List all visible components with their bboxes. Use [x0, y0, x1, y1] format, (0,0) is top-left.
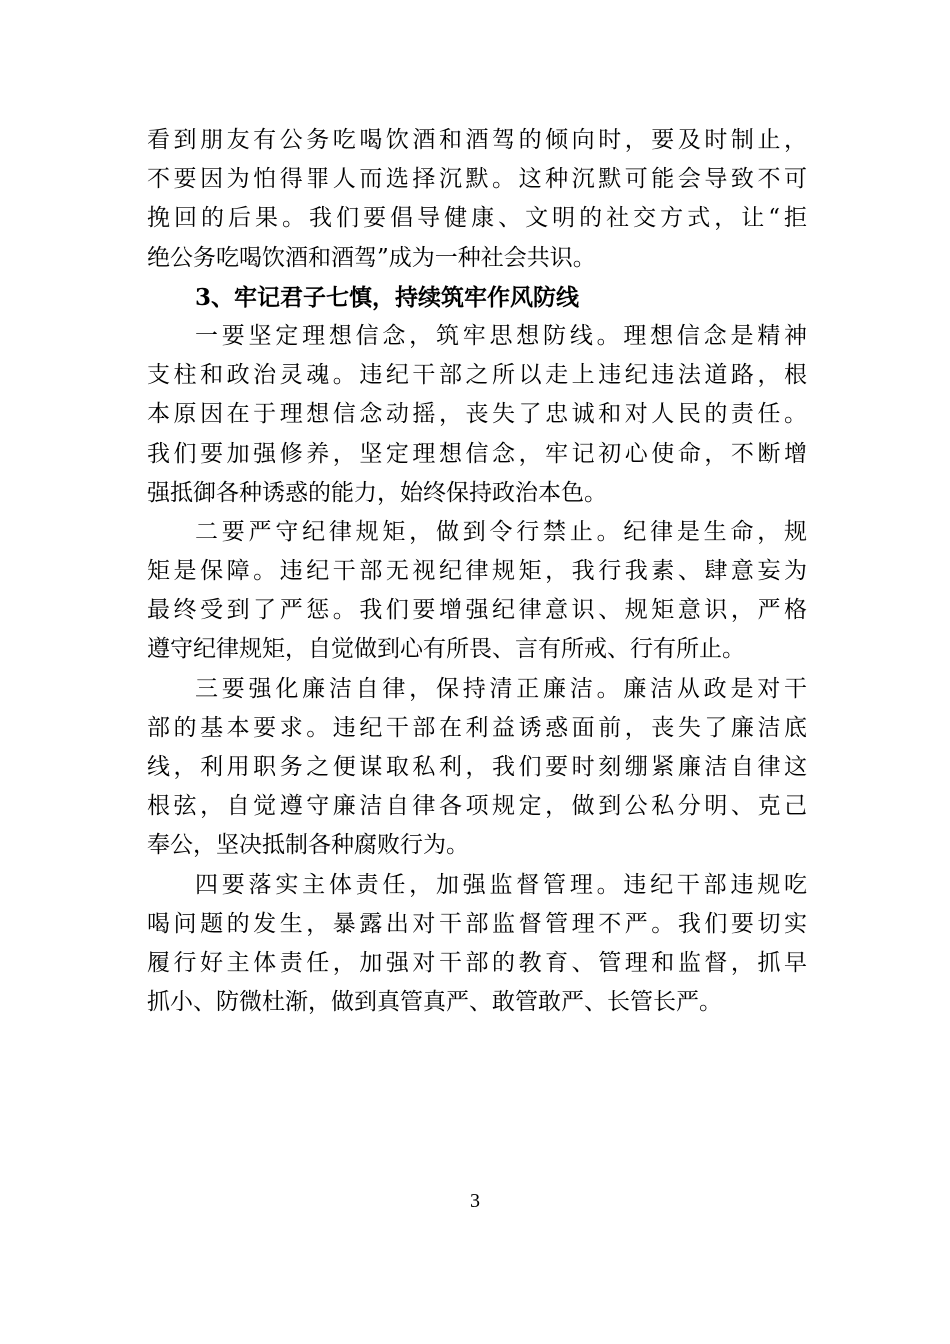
paragraph-line: 奉公，坚决抵制各种腐败行为。 — [147, 832, 469, 859]
paragraph-line: 本原因在于理想信念动摇，丧失了忠诚和对人民的责任。 — [147, 401, 807, 428]
paragraph-line: 最终受到了严惩。我们要增强纪律意识、规矩意识，严格 — [147, 597, 807, 624]
page-number: 3 — [470, 1190, 480, 1212]
paragraph-line: 看到朋友有公务吃喝饮酒和酒驾的倾向时，要及时制止， — [147, 127, 807, 153]
paragraph-continued — [147, 121, 807, 278]
paragraph-line: 抓小、防微杜渐，做到真管真严、敢管敢严、长管长严。 — [147, 989, 722, 1016]
paragraph-line: 一要坚定理想信念，筑牢思想防线。理想信念是精神 — [195, 322, 807, 349]
paragraph-integrity — [147, 670, 807, 866]
paragraph-line: 根弦，自觉遵守廉洁自律各项规定，做到公私分明、克己 — [147, 793, 807, 820]
paragraph-line: 挽回的后果。我们要倡导健康、文明的社交方式，让“拒 — [147, 205, 807, 232]
paragraph-line: 三要强化廉洁自律，保持清正廉洁。廉洁从政是对干 — [195, 675, 807, 702]
paragraph-line: 我们要加强修养，坚定理想信念，牢记初心使命，不断增 — [147, 440, 807, 467]
paragraph-responsibility — [147, 866, 807, 1023]
paragraph-discipline — [147, 513, 807, 670]
paragraph-line: 支柱和政治灵魂。违纪干部之所以走上违纪违法道路，根 — [147, 362, 807, 389]
paragraph-line: 绝公务吃喝饮酒和酒驾”成为一种社会共识。 — [147, 244, 596, 271]
document-body — [147, 121, 807, 1022]
paragraph-line: 二要严守纪律规矩，做到令行禁止。纪律是生命，规 — [195, 518, 807, 545]
section-heading: 3、牢记君子七慎，持续筑牢作风防线 — [195, 283, 580, 311]
paragraph-line: 强抵御各种诱惑的能力，始终保持政治本色。 — [147, 479, 607, 506]
paragraph-line: 履行好主体责任，加强对干部的教育、管理和监督，抓早 — [147, 949, 807, 976]
paragraph-line: 矩是保障。违纪干部无视纪律规矩，我行我素、肆意妄为 — [147, 558, 807, 585]
paragraph-ideals — [147, 317, 807, 513]
paragraph-line: 不要因为怕得罪人而选择沉默。这种沉默可能会导致不可 — [147, 166, 807, 193]
paragraph-line: 四要落实主体责任，加强监督管理。违纪干部违规吃 — [195, 871, 807, 898]
paragraph-line: 遵守纪律规矩，自觉做到心有所畏、言有所戒、行有所止。 — [147, 636, 745, 663]
paragraph-line: 喝问题的发生，暴露出对干部监督管理不严。我们要切实 — [147, 910, 807, 937]
paragraph-line: 线，利用职务之便谋取私利，我们要时刻绷紧廉洁自律这 — [147, 754, 807, 780]
paragraph-line: 部的基本要求。违纪干部在利益诱惑面前，丧失了廉洁底 — [147, 714, 807, 741]
